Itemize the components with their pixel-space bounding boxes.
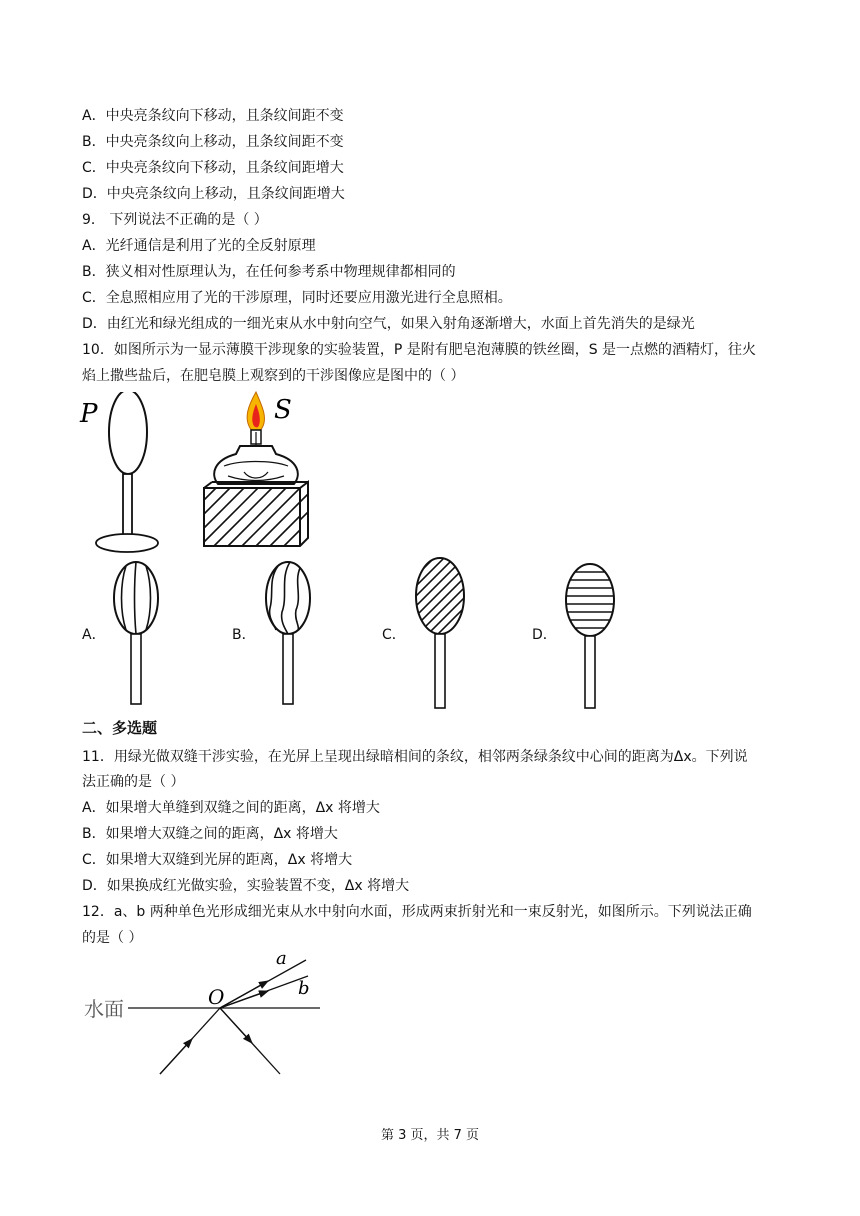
q10-option-a-label: A．	[82, 627, 106, 643]
q8-option-a: A．中央亮条纹向下移动，且条纹间距不变	[82, 108, 344, 124]
ray-b-label: b	[298, 978, 310, 999]
q12-stem-line2: 的是（ ）	[82, 930, 143, 946]
q9-option-a: A．光纤通信是利用了光的全反射原理	[82, 238, 316, 254]
option-d-fringe-figure	[560, 562, 620, 712]
q9-option-b: B．狭义相对性原理认为，在任何参考系中物理规律都相同的	[82, 264, 456, 280]
q11-stem-line1: 11．用绿光做双缝干涉实验，在光屏上呈现出绿暗相间的条纹，相邻两条绿条纹中心间的距离为Δx。下列说	[82, 749, 748, 765]
q10-option-c-label: C．	[382, 627, 406, 643]
label-p: P	[80, 399, 98, 429]
label-s: S	[274, 395, 292, 425]
q11-option-c: C．如果增大双缝到光屏的距离，Δx 将增大	[82, 852, 353, 868]
q9-option-d: D．由红光和绿光组成的一细光束从水中射向空气，如果入射角逐渐增大，水面上首先消失的是绿光	[82, 316, 695, 332]
q8-option-b: B．中央亮条纹向上移动，且条纹间距不变	[82, 134, 344, 150]
q8-option-d: D．中央亮条纹向上移动，且条纹间距增大	[82, 186, 345, 202]
point-o-label: O	[208, 985, 225, 1009]
q11-stem-line2: 法正确的是（ ）	[82, 774, 185, 790]
q10-option-d-label: D．	[532, 627, 557, 643]
section-title-multiple-choice: 二、多选题	[82, 719, 158, 737]
q10-stem-line2: 焰上撒些盐后，在肥皂膜上观察到的干涉图像应是图中的（ ）	[82, 368, 465, 384]
q11-option-a: A．如果增大单缝到双缝之间的距离，Δx 将增大	[82, 800, 380, 816]
refraction-diagram	[80, 944, 330, 1080]
option-c-fringe-figure	[410, 556, 470, 712]
option-b-fringe-figure	[258, 560, 318, 708]
q12-stem-line1: 12．a、b 两种单色光形成细光束从水中射向水面，形成两束折射光和一束反射光，如图所示。下列说法正确	[82, 904, 752, 920]
q11-option-d: D．如果换成红光做实验，实验装置不变，Δx 将增大	[82, 878, 410, 894]
soap-film-loop-figure	[78, 392, 168, 558]
option-a-fringe-figure	[108, 560, 168, 708]
alcohol-lamp-figure	[200, 388, 320, 548]
q9-stem: 9． 下列说法不正确的是（ ）	[82, 212, 268, 228]
q9-option-c: C．全息照相应用了光的干涉原理，同时还要应用激光进行全息照相。	[82, 290, 512, 306]
q10-stem-line1: 10．如图所示为一显示薄膜干涉现象的实验装置，P 是附有肥皂泡薄膜的铁丝圈，S 是一点燃的酒精灯，往火	[82, 342, 757, 358]
q10-option-b-label: B．	[232, 627, 256, 643]
page-footer: 第 3 页，共 7 页	[380, 1128, 480, 1143]
ray-a-label: a	[276, 948, 287, 969]
water-surface-label: 水面	[84, 997, 124, 1021]
q11-option-b: B．如果增大双缝之间的距离，Δx 将增大	[82, 826, 338, 842]
q8-option-c: C．中央亮条纹向下移动，且条纹间距增大	[82, 160, 344, 176]
